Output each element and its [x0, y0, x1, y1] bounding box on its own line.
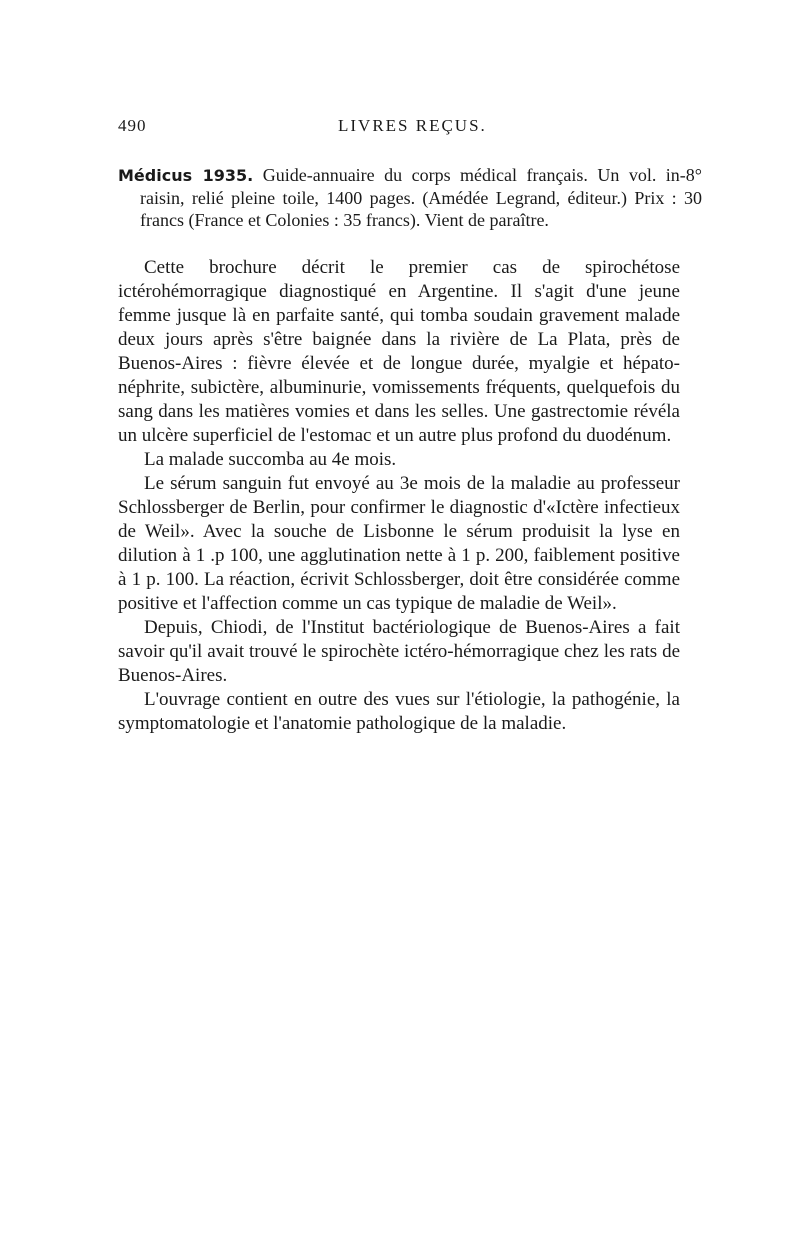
- book-entry: [118, 164, 702, 231]
- page-number: 490: [118, 116, 147, 135]
- running-head: [118, 116, 684, 140]
- paragraph: Depuis, Chiodi, de l'Institut bactériologique de Buenos-Aires a fait savoir qu'il avait trouvé le spirochète ictéro-hémorragique chez les rats de Buenos-Aires.: [118, 617, 680, 686]
- paragraph: L'ouvrage contient en outre des vues sur l'étiologie, la pathogénie, la symptomatologie et l'anatomie pathologique de la maladie.: [118, 689, 680, 734]
- running-title: LIVRES REÇUS.: [338, 116, 487, 135]
- entry-description: Guide-annuaire du corps médical français. Un vol. in-8° raisin, relié pleine toile, 1400 pages. (Amédée Legrand, éditeur.) Prix : 30 francs (France et Colonies : 35 francs). Vient de paraître.: [140, 165, 702, 230]
- entry-title: Médicus 1935.: [118, 166, 254, 185]
- paragraph: Cette brochure décrit le premier cas de spirochétose ictérohémorragique diagnostiqué en Argentine. Il s'agit d'une jeune femme jusque là en parfaite santé, qui tomba soudain gravement malade deux jours après s'être baignée dans la rivière de La Plata, près de Buenos-Aires : fièvre élevée et de longue durée, myalgie et hépato-néphrite, subictère, albuminurie, vomissements fréquents, quelquefois du sang dans les matières vomies et dans les selles. Une gastrectomie révéla un ulcère superficiel de l'estomac et un autre plus profond du duodénum.: [118, 257, 680, 446]
- paragraph: Le sérum sanguin fut envoyé au 3e mois de la maladie au professeur Schlossberger de Berlin, pour confirmer le diagnostic d'«Ictère infectieux de Weil». Avec la souche de Lisbonne le sérum produisit la lyse en dilution à 1 .p 100, une agglutination nette à 1 p. 200, faiblement positive à 1 p. 100. La réaction, écrivit Schlossberger, doit être considérée comme positive et l'affection comme un cas typique de maladie de Weil».: [118, 473, 680, 614]
- paragraph: La malade succomba au 4e mois.: [144, 449, 397, 470]
- review-text: [118, 256, 680, 736]
